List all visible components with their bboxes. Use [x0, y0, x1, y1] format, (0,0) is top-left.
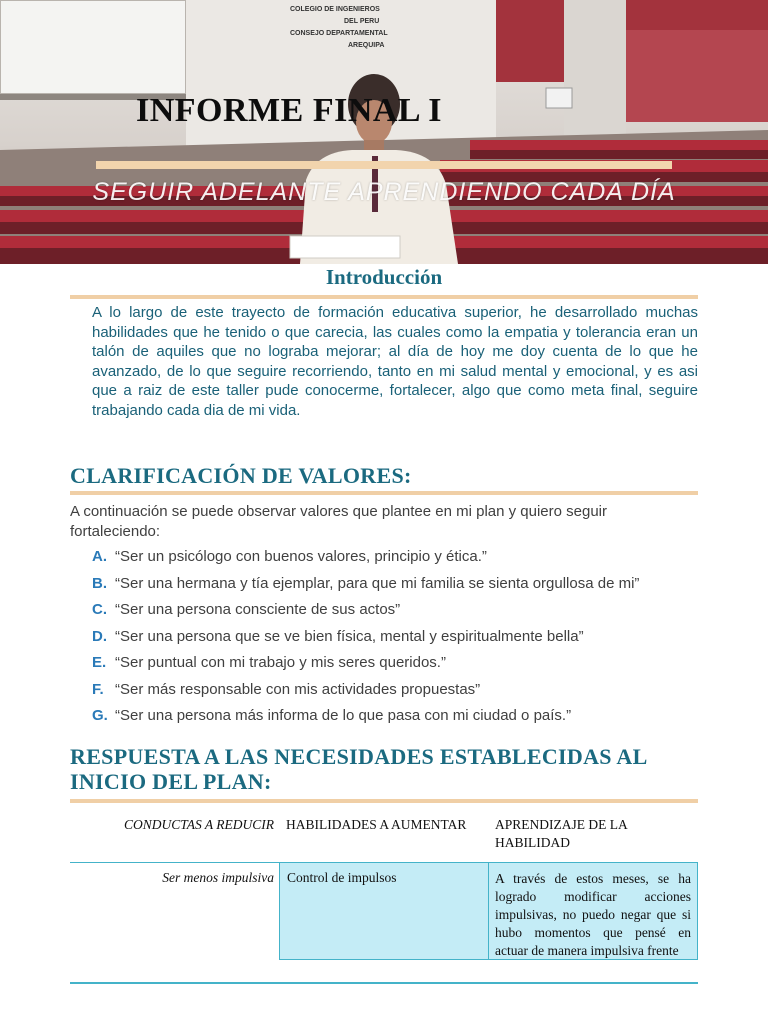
list-item-text: “Ser una persona que se ve bien física, mental y espiritualmente bella”: [115, 627, 584, 645]
list-item: [92, 628, 712, 655]
list-letter: A.: [92, 548, 107, 565]
list-letter: F.: [92, 680, 104, 698]
list-letter: E.: [92, 654, 107, 671]
list-item-text: “Ser una persona consciente de sus actos”: [115, 601, 401, 618]
title-underline: [96, 161, 672, 169]
wall-sign-text: [290, 4, 388, 52]
list-item: [92, 707, 712, 734]
table-cell-habilidad: Control de impulsos: [279, 862, 489, 960]
list-item-text: “Ser puntual con mi trabajo y mis seres queridos.”: [115, 654, 446, 671]
table-header-habilidades: HABILIDADES A AUMENTAR: [286, 817, 467, 832]
needs-heading: [70, 744, 710, 794]
values-paragraph: A continuación se puede observar valores que plantee en mi plan y quiero seguir fortaleciendo:: [70, 503, 608, 540]
list-item-text: “Ser una hermana y tía ejemplar, para que mi familia se sienta orgullosa de mi”: [115, 574, 640, 592]
values-list: [92, 548, 712, 734]
table-cell-aprendizaje: A través de estos meses, se ha logrado modificar acciones impulsivas, no puedo negar que si hubo momentos que pensé en actuar de manera impulsiva frente: [489, 862, 698, 960]
table-cell-conducta: Ser menos impulsiva: [162, 870, 274, 885]
intro-paragraph: A lo largo de este trayecto de formación educativa superior, he desarrollado muchas habilidades que he tenido o que carecia, las cuales como la empatia y tolerancia eran un talón de aquiles que no lograba mejorar; al día de hoy me doy cuenta de lo que he avanzado, de lo que seguire recorriendo, tanto en mi salud mental y emocional, y es asi que a raiz de este taller pude conocerme, fortalecer, algo que como meta final, seguire trabajando cada dia de mi vida.: [92, 304, 698, 419]
list-item-text: “Ser una persona más informa de lo que pasa con mi ciudad o país.”: [115, 707, 572, 724]
table-header-aprendizaje: APRENDIZAJE DE LA HABILIDAD: [495, 817, 627, 850]
document-subtitle: SEGUIR ADELANTE APRENDIENDO CADA DÍA: [92, 178, 676, 206]
table-bottom-rule: [70, 982, 698, 984]
values-divider: [70, 491, 698, 495]
wall-sign-line: COLEGIO DE INGENIEROS: [290, 6, 380, 13]
intro-divider: [70, 295, 698, 299]
wall-sign-line: AREQUIPA: [348, 42, 385, 49]
wall-sign-line: CONSEJO DEPARTAMENTAL: [290, 30, 388, 37]
list-item-text: “Ser un psicólogo con buenos valores, principio y ética.”: [115, 548, 487, 565]
document-title: INFORME FINAL I: [136, 92, 442, 129]
list-item: [92, 575, 712, 602]
list-item-text: “Ser más responsable con mis actividades propuestas”: [115, 680, 481, 698]
list-item: [92, 548, 712, 575]
list-item: [92, 601, 712, 628]
list-item: [92, 681, 712, 708]
wall-sign-line: DEL PERU: [344, 18, 380, 25]
list-letter: C.: [92, 601, 107, 618]
intro-heading: Introducción: [325, 265, 443, 289]
list-item: [92, 654, 712, 681]
list-letter: B.: [92, 574, 107, 592]
values-heading: CLARIFICACIÓN DE VALORES:: [70, 463, 412, 488]
list-letter: D.: [92, 627, 107, 645]
list-letter: G.: [92, 707, 108, 724]
header-banner: [0, 0, 768, 264]
needs-heading-line: INICIO DEL PLAN:: [70, 769, 272, 794]
table-header-conductas: CONDUCTAS A REDUCIR: [123, 817, 274, 832]
needs-heading-line: RESPUESTA A LAS NECESIDADES ESTABLECIDAS AL: [70, 744, 648, 769]
needs-divider: [70, 799, 698, 803]
